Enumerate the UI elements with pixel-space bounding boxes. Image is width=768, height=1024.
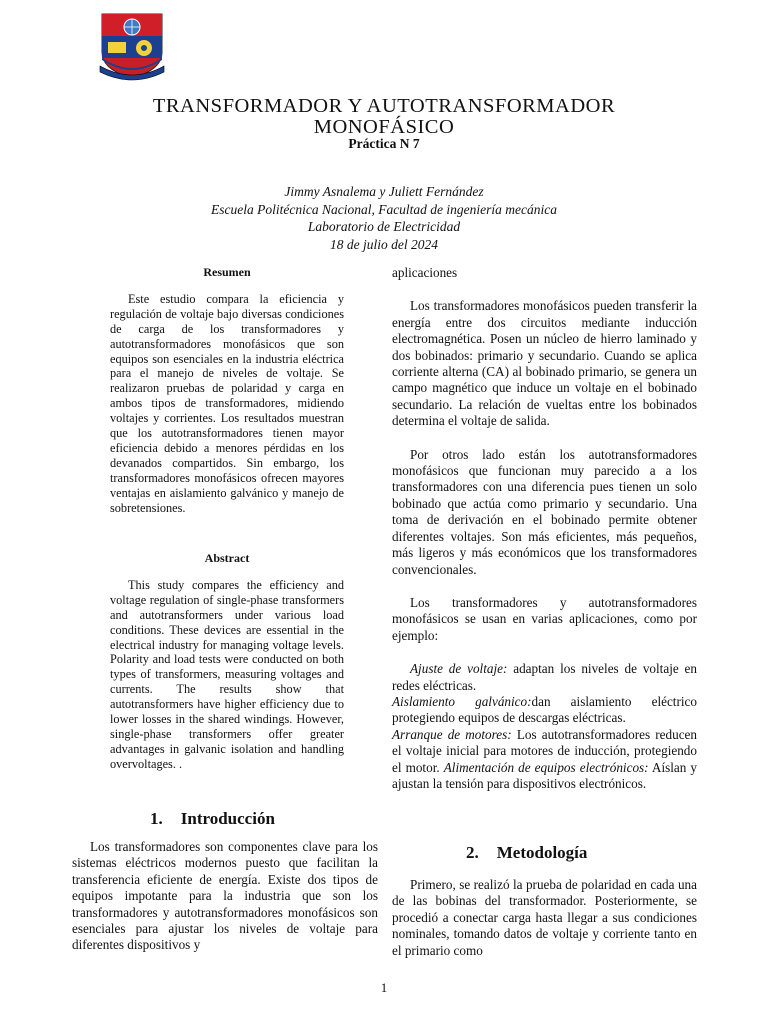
- continuation-text: aplicaciones: [392, 265, 458, 280]
- paragraph-autotransformadores: Por otros lado están los autotransformadores monofásicos que funcionan muy parecido a a los transformadores con una diferencia pues tienen un solo bobinado que actúa como primario y secundario. Una toma de derivación en el bobinado permite obtener diferentes voltajes. Son más eficientes, más pequeños, más ligeros y más económicos que los transformadores convencionales.: [392, 446, 697, 577]
- introduccion-body: [72, 839, 378, 954]
- paper-subtitle: Práctica N 7: [348, 136, 420, 151]
- abstract-title: Abstract: [204, 551, 250, 565]
- paragraph-aplicaciones: Los transformadores y autotransformadores monofásicos se usan en varias aplicaciones, como por ejemplo:: [392, 594, 697, 643]
- introduccion-paragraph: Los transformadores son componentes clave para los sistemas eléctricos modernos puesto que facilitan la transferencia eficiente de energía. Existe dos tipos de equipos impotante para la industria que son los transformadores y autotransformadores monofásicos son esenciales para ajustar los niveles de voltaje para diferentes dispositivos y: [72, 839, 378, 953]
- page-number: 1: [380, 980, 388, 995]
- resumen-title: Resumen: [203, 265, 251, 279]
- section-number: 2.: [466, 843, 479, 862]
- metodologia-paragraph: Primero, se realizó la prueba de polaridad en cada una de las bobinas del transformador. Posteriormente, se procedió a conectar carga hasta llegar a sus condiciones nominales, tomando datos de voltaje y corriente tanto en el primario como: [392, 877, 697, 958]
- resumen-block: [110, 265, 344, 516]
- university-crest-icon: [98, 10, 166, 82]
- section-heading-metodologia: [466, 843, 587, 863]
- abstract-text: This study compares the efficiency and voltage regulation of single-phase transformers and autotransformers under various load conditions. These devices are essential in the electrical industry for managing voltage levels. Polarity and load tests were conducted on both types of transformers, measuring voltages and currents. The results show that autotransformers have higher efficiency due to lower losses in the shared windings. However, single-phase transformers offer greater advantages in galvanic isolation and handling overvoltages. .: [110, 577, 344, 771]
- application-item: Arranque de motores: Los autotransformadores reducen el voltaje inicial para motores de inducción, protegiendo el motor. Alimentación de equipos electrónicos: Aíslan y ajustan la tensión para dispositivos electrónicos.: [392, 726, 698, 791]
- paper-title-line-1: TRANSFORMADOR Y AUTOTRANSFORMADOR: [152, 95, 616, 117]
- section-title: Metodología: [496, 843, 588, 862]
- resumen-text: Este estudio compara la eficiencia y regulación de voltaje bajo diversas condiciones de carga de los transformadores y autotransformadores monofásicos que son equipos son esenciales en la industria eléctrica para el manejo de niveles de voltaje. Se realizaron pruebas de polaridad y carga en ambos tipos de transformadores, midiendo voltajes y corrientes. Los resultados muestran que los autotransformadores tienen mayor eficiencia debido a menores pérdidas en los devanados compartidos. Sin embargo, los transformadores monofásicos ofrecen mayores ventajas en aislamiento galvánico y manejo de sobretensiones.: [110, 291, 344, 515]
- application-item: Aislamiento galvánico:dan aislamiento eléctrico protegiendo equipos de descargas eléctricas.: [392, 693, 697, 726]
- application-item: Ajuste de voltaje: adaptan los niveles de voltaje en redes eléctricas.: [392, 661, 698, 693]
- paper-date: 18 de julio del 2024: [330, 236, 438, 252]
- paper-title-line-2: MONOFÁSICO: [313, 116, 455, 138]
- lab-name: Laboratorio de Electricidad: [307, 219, 461, 234]
- metodologia-body: [392, 877, 697, 959]
- author-block: [0, 183, 768, 253]
- authors: Jimmy Asnalema y Juliett Fernández: [284, 184, 484, 199]
- affiliation: Escuela Politécnica Nacional, Facultad de ingeniería mecánica: [210, 201, 558, 217]
- section-heading-introduccion: [150, 809, 275, 829]
- right-column-body: [392, 265, 697, 792]
- paragraph-monofasicos: Los transformadores monofásicos pueden transferir la energía entre dos circuitos mediante inducción electromagnética. Posen un núcleo de hierro laminado y dos bobinados: primario y secundario. Cuando se aplica corriente alterna (CA) al bobinado primario, se genera un campo magnético que induce un voltaje en el bobinado secundario. La relación de vueltas entre los bobinados determina el voltaje de salida.: [392, 298, 697, 429]
- abstract-block: [110, 551, 344, 772]
- section-title: Introducción: [180, 809, 275, 828]
- section-number: 1.: [150, 809, 163, 828]
